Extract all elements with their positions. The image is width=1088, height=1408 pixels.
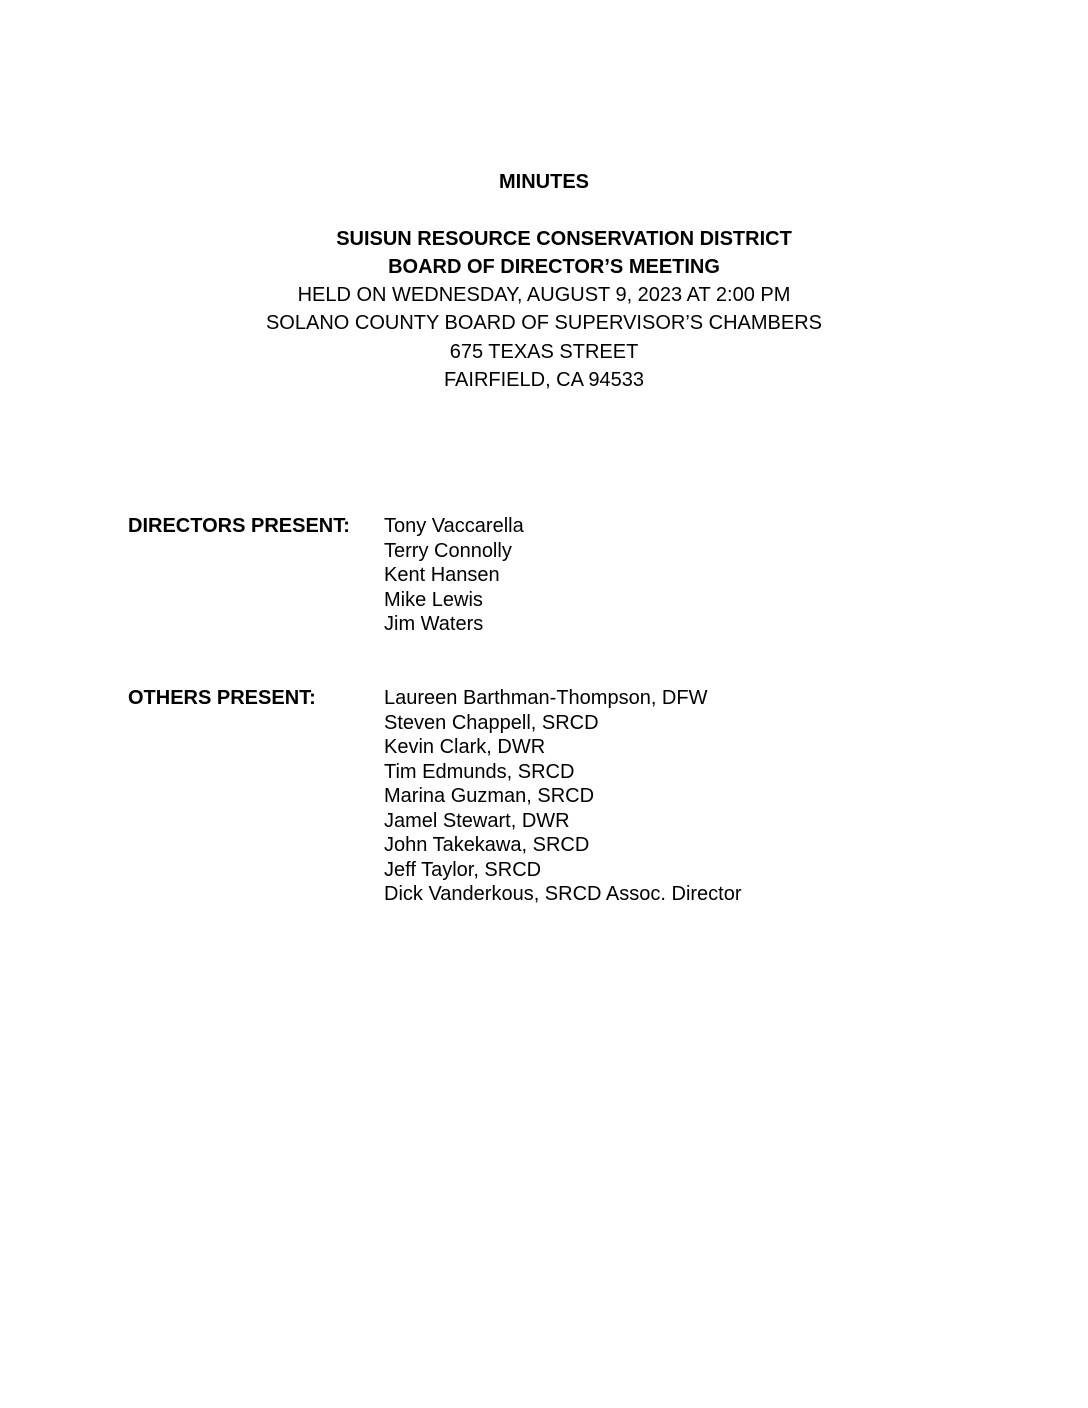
meeting-date-time: HELD ON WEDNESDAY, AUGUST 9, 2023 AT 2:00 PM bbox=[297, 284, 791, 306]
list-item: Dick Vanderkous, SRCD Assoc. Director bbox=[384, 883, 742, 905]
directors-present-label: DIRECTORS PRESENT: bbox=[128, 515, 350, 537]
document-title: MINUTES bbox=[499, 171, 589, 193]
list-item: Kevin Clark, DWR bbox=[384, 736, 546, 758]
meeting-street: 675 TEXAS STREET bbox=[449, 341, 639, 363]
others-present-list bbox=[384, 686, 742, 907]
meeting-name: BOARD OF DIRECTOR’S MEETING bbox=[388, 256, 720, 278]
list-item: Tim Edmunds, SRCD bbox=[384, 760, 575, 783]
list-item: Laureen Barthman-Thompson, DFW bbox=[384, 687, 708, 709]
meeting-city: FAIRFIELD, CA 94533 bbox=[443, 369, 645, 391]
meeting-venue: SOLANO COUNTY BOARD OF SUPERVISOR’S CHAMBERS bbox=[265, 312, 823, 334]
list-item: Mike Lewis bbox=[384, 588, 483, 611]
organization-name: SUISUN RESOURCE CONSERVATION DISTRICT bbox=[336, 228, 792, 250]
list-item: Kent Hansen bbox=[384, 564, 500, 586]
list-item: Terry Connolly bbox=[384, 539, 512, 562]
list-item: Marina Guzman, SRCD bbox=[384, 785, 595, 807]
list-item: Steven Chappell, SRCD bbox=[384, 711, 599, 734]
list-item: Tony Vaccarella bbox=[384, 515, 524, 537]
list-item: Jeff Taylor, SRCD bbox=[384, 858, 542, 881]
others-present-label: OTHERS PRESENT: bbox=[128, 687, 316, 709]
list-item: John Takekawa, SRCD bbox=[384, 834, 590, 856]
directors-present-list bbox=[384, 514, 524, 637]
list-item: Jamel Stewart, DWR bbox=[384, 809, 570, 832]
list-item: Jim Waters bbox=[384, 613, 484, 635]
